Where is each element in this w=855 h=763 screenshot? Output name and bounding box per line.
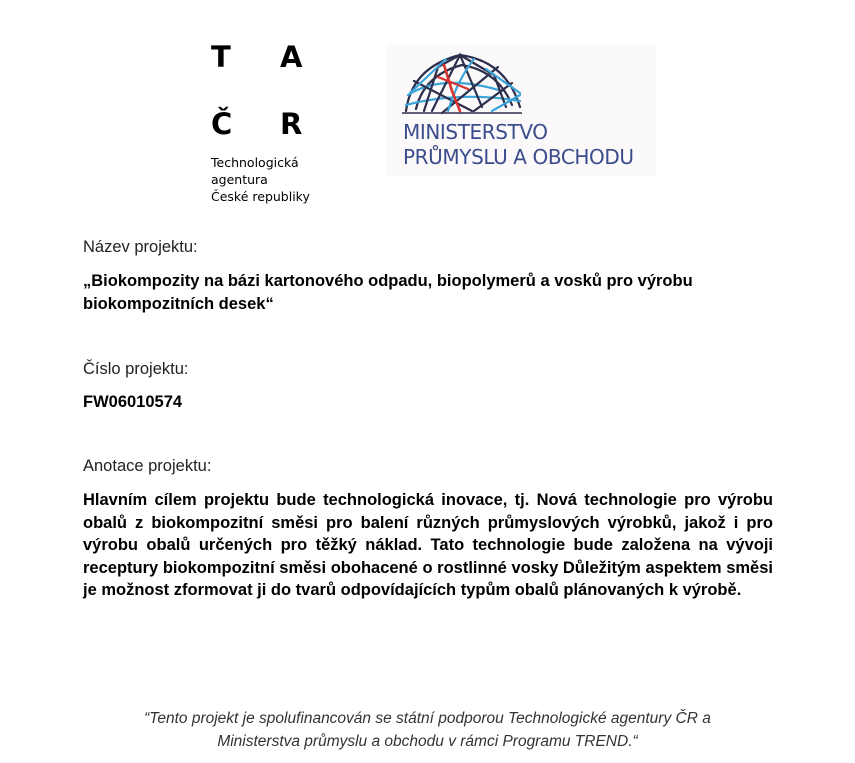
tacr-name-line: Technologická <box>211 155 299 170</box>
tacr-logo-letter: Č <box>211 107 233 141</box>
project-name-label: Název projektu: <box>83 238 198 256</box>
project-number-value: FW06010574 <box>83 393 183 411</box>
tacr-logo-name <box>211 154 310 205</box>
project-number-label: Číslo projektu: <box>83 360 189 378</box>
tacr-logo <box>210 40 330 210</box>
project-name-value: „Biokompozity na bázi kartonového odpadu, biopolymerů a vosků pro výrobu biokompozitních desek“ <box>83 272 693 313</box>
tacr-logo-letter: A <box>280 40 303 74</box>
mpo-logo <box>386 44 656 176</box>
project-annotation-value: Hlavním cílem projektu bude technologická inovace, tj. Nová technologie pro výrobu obalů z biokompozitní směsi pro balení různých průmyslových výrobků, jakož i pro výrobu obalů určených pro těžký náklad. Tato technologie bude založena na vývoji receptury biokompozitní směsi obohacené o rostlinné vosky Důležitým aspektem směsi je možnost zformovat ji do tvarů odpovídajících typům obalů plánovaných k výrobě. <box>83 491 773 599</box>
tacr-logo-letter: T <box>211 40 231 74</box>
mpo-name-line: MINISTERSTVO <box>403 120 548 144</box>
funding-note-line: “Tento projekt je spolufinancován se státní podporou Technologické agentury ČR a <box>144 710 711 727</box>
tacr-name-line: agentura <box>211 172 268 187</box>
project-annotation-label: Anotace projektu: <box>83 457 212 475</box>
globe-icon <box>402 47 522 117</box>
mpo-logo-name <box>403 120 634 170</box>
funding-note-line: Ministerstva průmyslu a obchodu v rámci Programu TREND.“ <box>217 733 638 750</box>
mpo-name-line: PRŮMYSLU A OBCHODU <box>403 145 634 169</box>
tacr-logo-letter: R <box>280 107 303 141</box>
funding-note <box>100 707 755 753</box>
tacr-name-line: České republiky <box>211 189 310 204</box>
